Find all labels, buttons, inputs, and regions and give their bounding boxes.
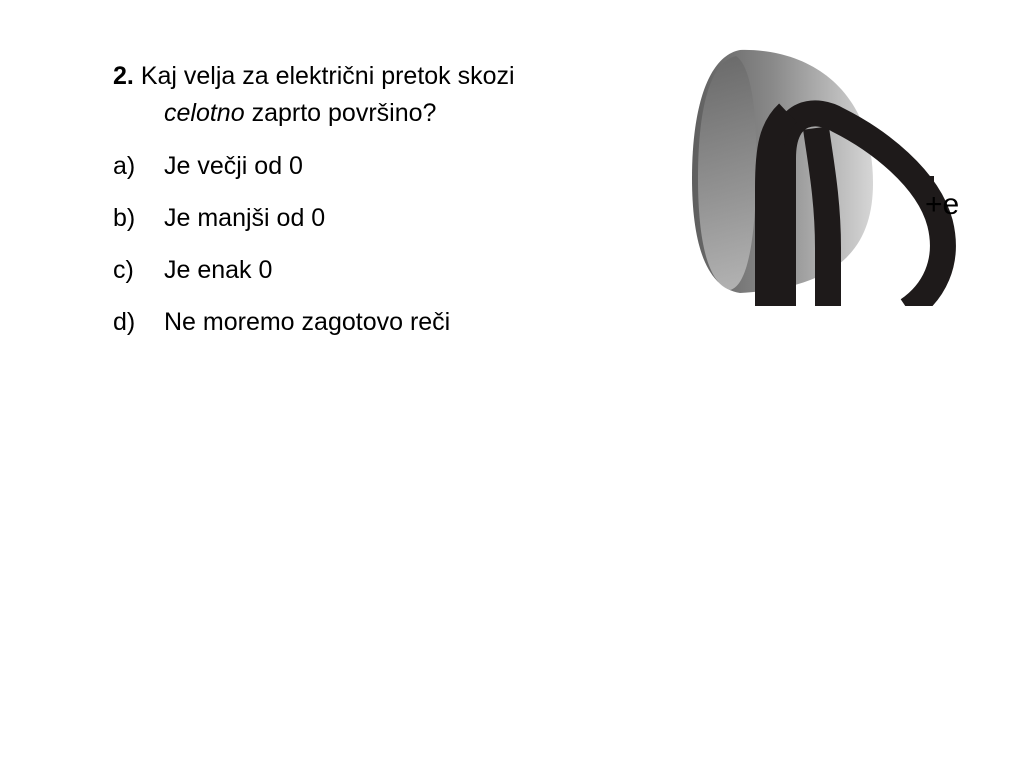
question-emphasis: celotno	[164, 99, 245, 127]
middle-band-stroke	[816, 128, 828, 310]
answer-text: Je večji od 0	[164, 152, 303, 180]
answer-a[interactable]	[113, 148, 673, 200]
question-text-part2: zaprto površino?	[251, 99, 437, 127]
question-line-2	[113, 95, 673, 132]
charge-label: +e	[925, 188, 960, 221]
question	[113, 58, 673, 132]
question-number: 2.	[113, 62, 134, 90]
answer-letter: a)	[113, 152, 136, 180]
closed-surface-figure	[688, 48, 978, 310]
answer-b[interactable]	[113, 200, 673, 252]
answer-letter: c)	[113, 256, 134, 284]
answer-list	[113, 148, 673, 356]
question-text-part1: Kaj velja za električni pretok skozi	[140, 62, 515, 90]
answer-text: Ne moremo zagotovo reči	[164, 308, 451, 336]
answer-letter: d)	[113, 308, 136, 336]
answer-text: Je enak 0	[164, 256, 273, 284]
answer-letter: b)	[113, 204, 136, 232]
answer-text: Je manjši od 0	[164, 204, 326, 232]
answer-d[interactable]	[113, 304, 673, 356]
answer-c[interactable]	[113, 252, 673, 304]
closed-surface-illustration	[688, 48, 978, 310]
question-line-1	[113, 58, 673, 95]
